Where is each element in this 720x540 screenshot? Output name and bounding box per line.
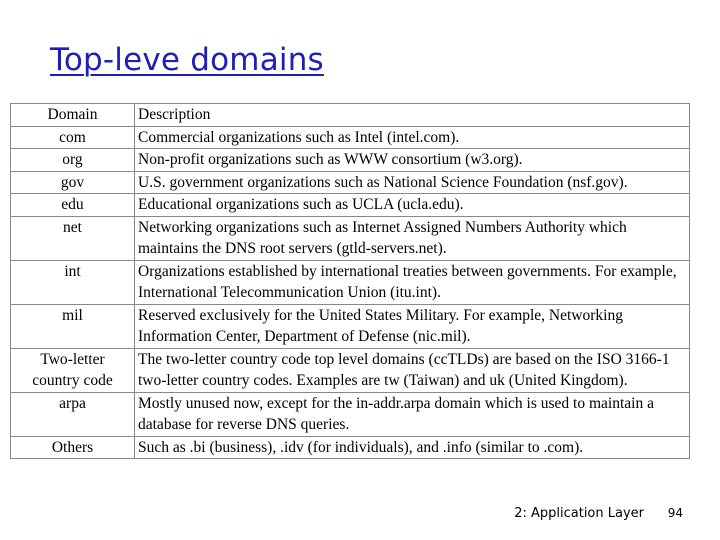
- footer-chapter: 2: Application Layer: [514, 506, 644, 521]
- table-row: [11, 216, 690, 260]
- table-row: [11, 194, 690, 217]
- page-number: 94: [667, 506, 683, 520]
- table-row: [11, 436, 690, 459]
- description-cell: Non-profit organizations such as WWW consortium (w3.org).: [135, 149, 690, 172]
- domain-cell: org: [11, 149, 135, 172]
- domain-cell: com: [11, 126, 135, 149]
- domain-cell: net: [11, 216, 135, 260]
- description-cell: Mostly unused now, except for the in-addr.arpa domain which is used to maintain a database for reverse DNS queries.: [135, 392, 690, 436]
- domain-cell-line: country code: [32, 372, 113, 389]
- description-cell: The two-letter country code top level domains (ccTLDs) are based on the ISO 3166-1 two-letter country codes. Examples are tw (Taiwan) and uk (United Kingdom).: [135, 348, 690, 392]
- description-cell: Networking organizations such as Internet Assigned Numbers Authority which maintains the DNS root servers (gtld-servers.net).: [135, 216, 690, 260]
- description-cell: U.S. government organizations such as National Science Foundation (nsf.gov).: [135, 171, 690, 194]
- domain-column-header: Domain: [11, 104, 135, 127]
- table-row: [11, 392, 690, 436]
- table-row: [11, 260, 690, 304]
- domain-cell: arpa: [11, 392, 135, 436]
- description-cell: Reserved exclusively for the United States Military. For example, Networking Information Center, Department of Defense (nic.mil).: [135, 304, 690, 348]
- description-cell: Such as .bi (business), .idv (for individuals), and .info (similar to .com).: [135, 436, 690, 459]
- domain-cell-line: Two-letter: [40, 350, 105, 368]
- table-row: [11, 149, 690, 172]
- description-cell: Educational organizations such as UCLA (ucla.edu).: [135, 194, 690, 217]
- slide-title: Top-leve domains: [50, 42, 324, 78]
- domain-cell: edu: [11, 194, 135, 217]
- table-row: [11, 304, 690, 348]
- table-row: [11, 126, 690, 149]
- domain-cell: int: [11, 260, 135, 304]
- description-cell: Organizations established by international treaties between governments. For example, International Telecommunication Union (itu.int).: [135, 260, 690, 304]
- domain-cell: gov: [11, 171, 135, 194]
- table-row: [11, 171, 690, 194]
- domain-cell: mil: [11, 304, 135, 348]
- description-cell: Commercial organizations such as Intel (intel.com).: [135, 126, 690, 149]
- table-row: [11, 348, 690, 392]
- description-column-header: Description: [135, 104, 690, 127]
- domain-cell: [11, 348, 135, 392]
- table-header-row: [11, 104, 690, 127]
- domain-cell: Others: [11, 436, 135, 459]
- top-level-domains-table: [10, 103, 690, 459]
